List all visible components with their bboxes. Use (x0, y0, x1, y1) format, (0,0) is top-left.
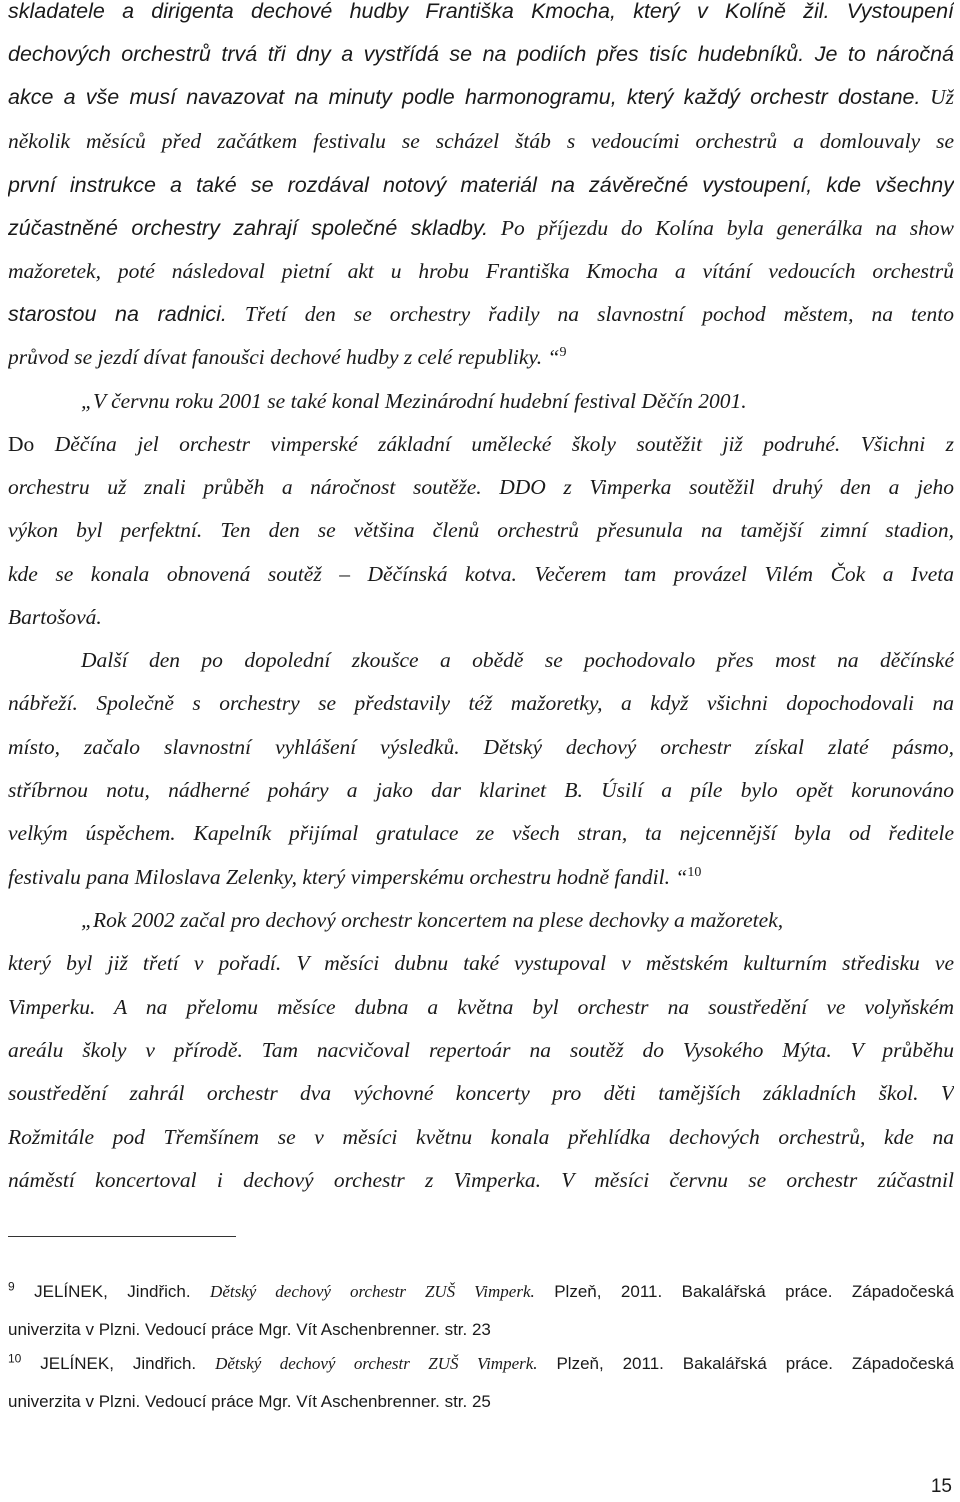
body-line: areálu školy v přírodě. Tam nacvičoval repertoár na soutěž do Vysokého Mýta. V průběhu (8, 1038, 954, 1062)
body-line (8, 429, 954, 459)
body-text: Děčína jel orchestr vimperské základní umělecké školy soutěžit již podruhé. Všichni z (34, 432, 954, 456)
body-text: festivalu pana Miloslava Zelenky, který vimperskému orchestru hodně fandil. (8, 865, 670, 889)
body-line: nábřeží. Společně s orchestry se představily též mažoretky, a když všichni dopochodovali na (8, 691, 954, 715)
body-line: Další den po dopolední zkoušce a obědě se pochodovalo přes most na děčínské (81, 648, 954, 672)
body-text: průvod se jezdí dívat fanoušci dechové hudby z celé republiky. (8, 345, 543, 369)
footnote-9-line2: univerzita v Plzni. Vedoucí práce Mgr. Vít Aschenbrenner. str. 23 (8, 1320, 491, 1339)
body-text: Třetí den se orchestry řadily na slavnostní pochod městem, na tento (226, 302, 954, 326)
body-line: orchestru už znali průběh a náročnost soutěže. DDO z Vimperka soutěžil druhý den a jeho (8, 475, 954, 499)
footnote-author: JELÍNEK, Jindřich. (34, 1282, 191, 1301)
footnote-10 (8, 1352, 954, 1376)
footnote-separator (8, 1236, 236, 1237)
footnote-details: Plzeň, 2011. Bakalářská práce. Západočeská (554, 1282, 954, 1301)
body-line: soustředění zahrál orchestr dva výchovné koncerty pro děti tamějších základních škol. V (8, 1081, 954, 1105)
body-line: „Rok 2002 začal pro dechový orchestr koncertem na plese dechovky a mažoretek, (81, 908, 784, 932)
footnote-reference[interactable]: 10 (687, 864, 702, 880)
body-text: starostou na radnici. (8, 302, 227, 326)
body-line: několik měsíců před začátkem festivalu se scházel štáb s vedoucími orchestrů a domlouvaly se (8, 129, 954, 153)
footnote-number: 9 (8, 1280, 15, 1294)
body-text: Už (920, 85, 954, 109)
body-line: skladatele a dirigenta dechové hudby Františka Kmocha, který v Kolíně žil. Vystoupení (8, 0, 954, 23)
body-text: Po příjezdu do Kolína byla generálka na show (488, 216, 954, 240)
body-line: velkým úspěchem. Kapelník přijímal gratulace ze všech stran, ta nejcennější byla od ředitele (8, 821, 954, 845)
body-line: mažoretek, poté následoval pietní akt u hrobu Františka Kmocha a vítání vedoucích orchestrů (8, 259, 954, 283)
body-line: náměstí koncertoval i dechový orchestr z Vimperka. V měsíci červnu se orchestr zúčastnil (8, 1168, 954, 1192)
body-line: stříbrnou notu, nádherné poháry a jako dar klarinet B. Úsilí a píle bylo opět korunováno (8, 778, 954, 802)
body-line (8, 299, 954, 329)
footnote-details: Plzeň, 2011. Bakalářská práce. Západočeská (556, 1354, 954, 1373)
body-text: zúčastněné orchestry zahrají společné skladby. (8, 216, 489, 240)
body-line: Vimperku. A na přelomu měsíce dubna a května byl orchestr na soustředění ve volyňském (8, 995, 954, 1019)
body-line (8, 213, 954, 243)
footnote-9 (8, 1280, 954, 1304)
body-line: který byl již třetí v pořadí. V měsíci dubnu také vystupoval v městském kulturním středisku ve (8, 951, 954, 975)
body-line: „V červnu roku 2001 se také konal Mezinárodní hudební festival Děčín 2001. (81, 389, 747, 413)
body-line: kde se konala obnovená soutěž – Děčínská kotva. Večerem tam provázel Vilém Čok a Iveta (8, 562, 954, 586)
closing-quote: “ (669, 865, 688, 889)
footnote-title: Dětský dechový orchestr ZUŠ Vimperk. (215, 1354, 538, 1373)
body-line: první instrukce a také se rozdával notový materiál na závěrečné vystoupení, kde všechny (8, 173, 954, 197)
footnote-10-line2: univerzita v Plzni. Vedoucí práce Mgr. Vít Aschenbrenner. str. 25 (8, 1392, 491, 1411)
body-text: Do (8, 432, 35, 456)
footnote-author: JELÍNEK, Jindřich. (40, 1354, 197, 1373)
footnote-title: Dětský dechový orchestr ZUŠ Vimperk. (210, 1282, 535, 1301)
body-line (8, 82, 954, 112)
body-line: Bartošová. (8, 605, 102, 629)
body-line (8, 862, 954, 892)
footnote-number: 10 (8, 1352, 22, 1366)
body-line: dechových orchestrů trvá tři dny a vystřídá se na podiích přes tisíc hudebníků. Je to náročná (8, 42, 954, 66)
footnote-reference[interactable]: 9 (559, 344, 567, 360)
closing-quote: “ (542, 345, 560, 369)
body-line: Rožmitále pod Třemšínem se v měsíci květnu konala přehlídka dechových orchestrů, kde na (8, 1125, 954, 1149)
body-line: místo, začalo slavnostní vyhlášení výsledků. Dětský dechový orchestr získal zlaté pásmo, (8, 735, 954, 759)
body-line: výkon byl perfektní. Ten den se většina členů orchestrů přesunula na tamější zimní stadion, (8, 518, 954, 542)
page-number: 15 (930, 1476, 952, 1497)
body-text: akce a vše musí navazovat na minuty podle harmonogramu, který každý orchestr dostane. (8, 85, 921, 109)
body-line (8, 342, 954, 372)
